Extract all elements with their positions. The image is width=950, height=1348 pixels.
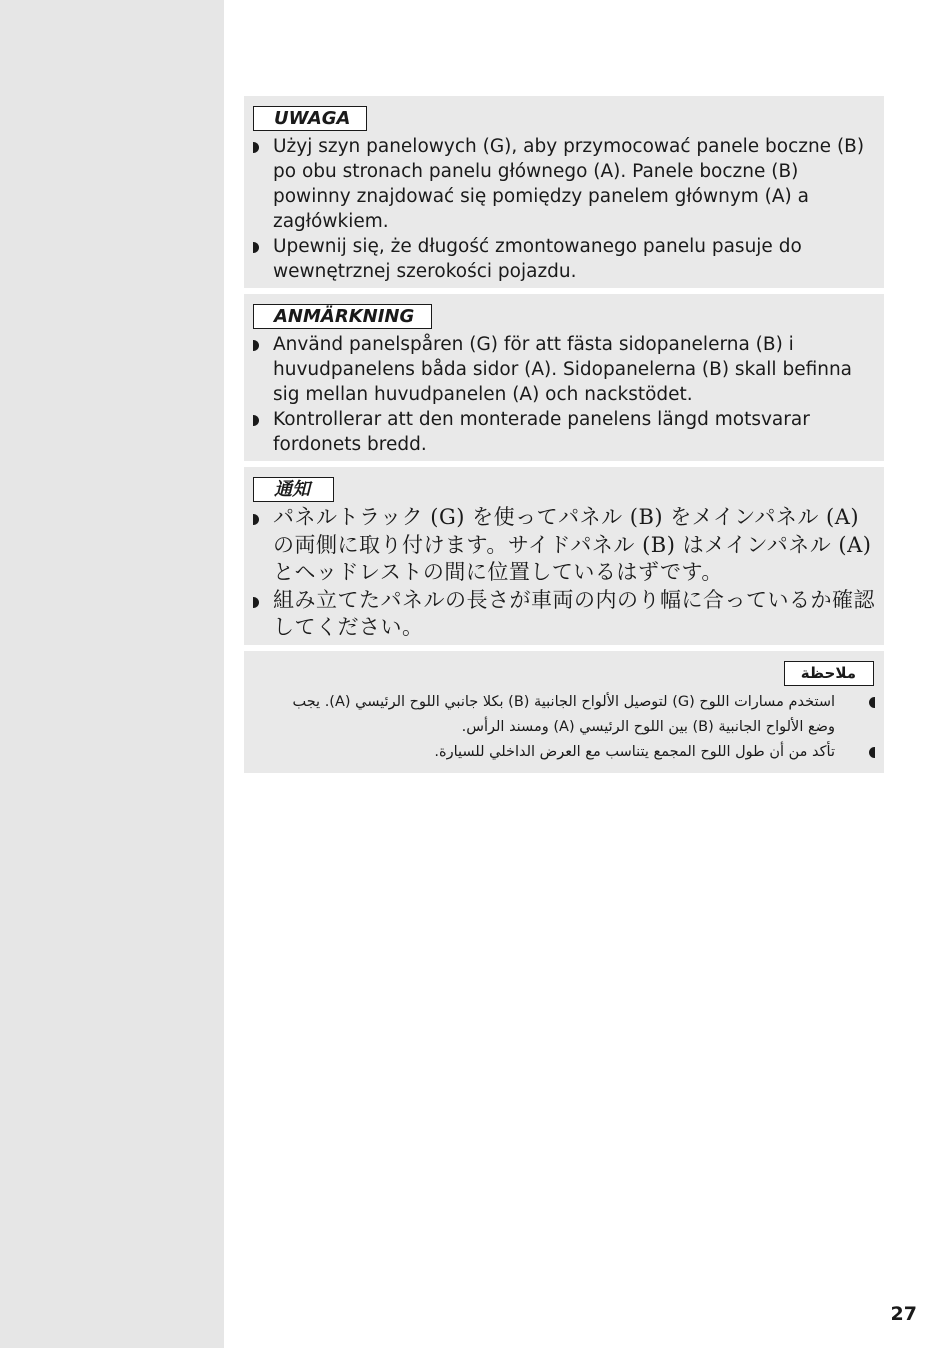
list-item [253, 332, 876, 407]
list-item [253, 407, 876, 457]
list-item [253, 504, 876, 587]
bullet-icon [253, 415, 259, 426]
note-text: パネルトラック (G) を使ってパネル (B) をメインパネル (A) の両側に取り付けます。サイドパネル (B) はメインパネル (A) とヘッドレストの間に位置しているはずです。 [273, 505, 872, 584]
note-box-japanese [244, 467, 884, 645]
note-heading-polish: UWAGA [253, 106, 367, 131]
list-item [253, 234, 876, 284]
bullet-icon [869, 747, 875, 758]
left-margin-band [0, 0, 224, 1348]
note-list-swedish [253, 332, 876, 457]
page-number: 27 [890, 1303, 917, 1325]
note-box-arabic [244, 651, 884, 773]
bullet-icon [253, 340, 259, 351]
note-text: Upewnij się, że długość zmontowanego panelu pasuje do wewnętrznej szerokości pojazdu. [273, 236, 802, 282]
note-text: Kontrollerar att den monterade panelens längd motsvarar fordonets bredd. [273, 409, 810, 455]
bullet-icon [253, 142, 259, 153]
note-list-arabic [274, 690, 875, 765]
note-list-polish [253, 134, 876, 284]
list-item [253, 134, 876, 234]
note-heading-japanese: 通知 [253, 477, 334, 502]
note-box-swedish [244, 294, 884, 461]
list-item [274, 690, 875, 740]
note-box-polish [244, 96, 884, 288]
bullet-icon [253, 597, 259, 608]
list-item [253, 587, 876, 642]
note-text: تأكد من أن طول اللوح المجمع يتناسب مع العرض الداخلي للسيارة. [434, 744, 835, 760]
note-heading-swedish: ANMÄRKNING [253, 304, 432, 329]
bullet-icon [253, 514, 259, 525]
note-text: Använd panelspåren (G) för att fästa sidopanelerna (B) i huvudpanelens båda sidor (A). Sidopanelerna (B) skall befinna sig mellan huvudpanelen (A) och nackstödet. [273, 334, 853, 405]
note-text: Użyj szyn panelowych (G), aby przymocować panele boczne (B) po obu stronach panelu głównego (A). Panele boczne (B) powinny znajdować się pomiędzy panelem głównym (A) a zagłówkiem. [273, 136, 865, 232]
bullet-icon [869, 697, 875, 708]
bullet-icon [253, 242, 259, 253]
note-heading-arabic: ملاحظة [784, 661, 874, 686]
note-text: استخدم مسارات اللوح (G) لتوصيل الألواح الجانبية (B) بكلا جانبي اللوح الرئيسي (A). يجب وضع الألواح الجانبية (B) بين اللوح الرئيسي (A) ومسند الرأس. [292, 694, 835, 735]
note-list-japanese [253, 504, 876, 642]
note-text: 組み立てたパネルの長さが車両の内のり幅に合っているか確認してください。 [273, 587, 875, 639]
list-item [274, 740, 875, 765]
